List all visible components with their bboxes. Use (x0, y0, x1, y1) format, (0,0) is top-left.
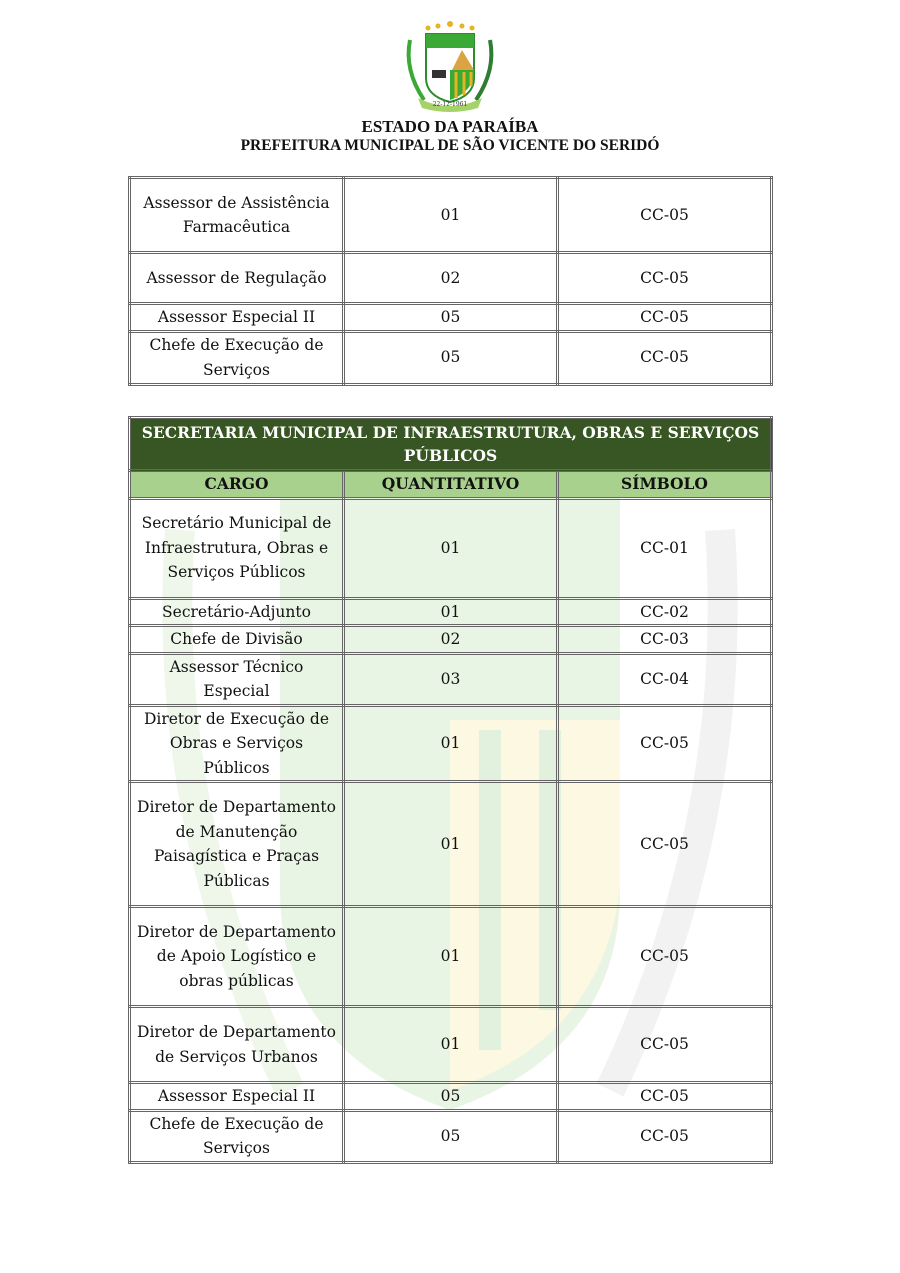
table-row (130, 705, 772, 782)
quantitativo-cell: 03 (344, 653, 558, 705)
table-row (130, 304, 772, 332)
quantitativo-cell: 05 (344, 304, 558, 332)
cargo-cell: Chefe de Divisão (130, 626, 344, 654)
cargo-cell: Secretário-Adjunto (130, 598, 344, 626)
simbolo-cell: CC-05 (558, 1110, 772, 1162)
quantitativo-cell: 01 (344, 782, 558, 907)
quantitativo-cell: 05 (344, 1110, 558, 1162)
quantitativo-cell: 02 (344, 626, 558, 654)
table-row (130, 253, 772, 304)
table-row (130, 598, 772, 626)
simbolo-cell: CC-05 (558, 304, 772, 332)
municipal-coat-of-arms (398, 20, 502, 112)
positions-table-continued (128, 176, 773, 386)
cargo-cell: Diretor de Departamento de Serviços Urbanos (130, 1007, 344, 1083)
simbolo-cell: CC-05 (558, 705, 772, 782)
column-header-simbolo: SÍMBOLO (558, 471, 772, 499)
cargo-cell: Assessor Especial II (130, 1083, 344, 1111)
simbolo-cell: CC-05 (558, 782, 772, 907)
table-row (130, 626, 772, 654)
cargo-cell: Assessor Especial II (130, 304, 344, 332)
quantitativo-cell: 01 (344, 907, 558, 1007)
cargo-cell: Diretor de Execução de Obras e Serviços Públicos (130, 705, 344, 782)
cargo-cell: Assessor de Regulação (130, 253, 344, 304)
table-row (130, 331, 772, 384)
emblem-date: 22-12-1961 (432, 101, 468, 108)
cargo-cell: Secretário Municipal de Infraestrutura, Obras e Serviços Públicos (130, 498, 344, 598)
simbolo-cell: CC-05 (558, 178, 772, 253)
quantitativo-cell: 01 (344, 498, 558, 598)
simbolo-cell: CC-01 (558, 498, 772, 598)
table-row (130, 1083, 772, 1111)
cargo-cell: Chefe de Execução de Serviços (130, 331, 344, 384)
simbolo-cell: CC-05 (558, 1083, 772, 1111)
table-row (130, 1007, 772, 1083)
infrastructure-secretariat-table (128, 416, 773, 1164)
simbolo-cell: CC-05 (558, 253, 772, 304)
simbolo-cell: CC-04 (558, 653, 772, 705)
table-row (130, 178, 772, 253)
quantitativo-cell: 01 (344, 1007, 558, 1083)
simbolo-cell: CC-05 (558, 331, 772, 384)
column-header-cargo: CARGO (130, 471, 344, 499)
cargo-cell: Assessor Técnico Especial (130, 653, 344, 705)
state-heading: ESTADO DA PARAÍBA (361, 117, 539, 136)
quantitativo-cell: 05 (344, 331, 558, 384)
table-row (130, 498, 772, 598)
cargo-cell: Diretor de Departamento de Manutenção Paisagística e Praças Públicas (130, 782, 344, 907)
column-header-quantitativo: QUANTITATIVO (344, 471, 558, 499)
simbolo-cell: CC-05 (558, 907, 772, 1007)
quantitativo-cell: 02 (344, 253, 558, 304)
simbolo-cell: CC-02 (558, 598, 772, 626)
table-row (130, 653, 772, 705)
quantitativo-cell: 01 (344, 705, 558, 782)
simbolo-cell: CC-05 (558, 1007, 772, 1083)
table-row (130, 1110, 772, 1162)
cargo-cell: Assessor de Assistência Farmacêutica (130, 178, 344, 253)
quantitativo-cell: 01 (344, 598, 558, 626)
table-row (130, 782, 772, 907)
cargo-cell: Chefe de Execução de Serviços (130, 1110, 344, 1162)
quantitativo-cell: 05 (344, 1083, 558, 1111)
simbolo-cell: CC-03 (558, 626, 772, 654)
prefecture-heading: PREFEITURA MUNICIPAL DE SÃO VICENTE DO SERIDÓ (240, 137, 660, 154)
cargo-cell: Diretor de Departamento de Apoio Logístico e obras públicas (130, 907, 344, 1007)
quantitativo-cell: 01 (344, 178, 558, 253)
table-title: SECRETARIA MUNICIPAL DE INFRAESTRUTURA, OBRAS E SERVIÇOS PÚBLICOS (130, 418, 772, 471)
table-row (130, 907, 772, 1007)
